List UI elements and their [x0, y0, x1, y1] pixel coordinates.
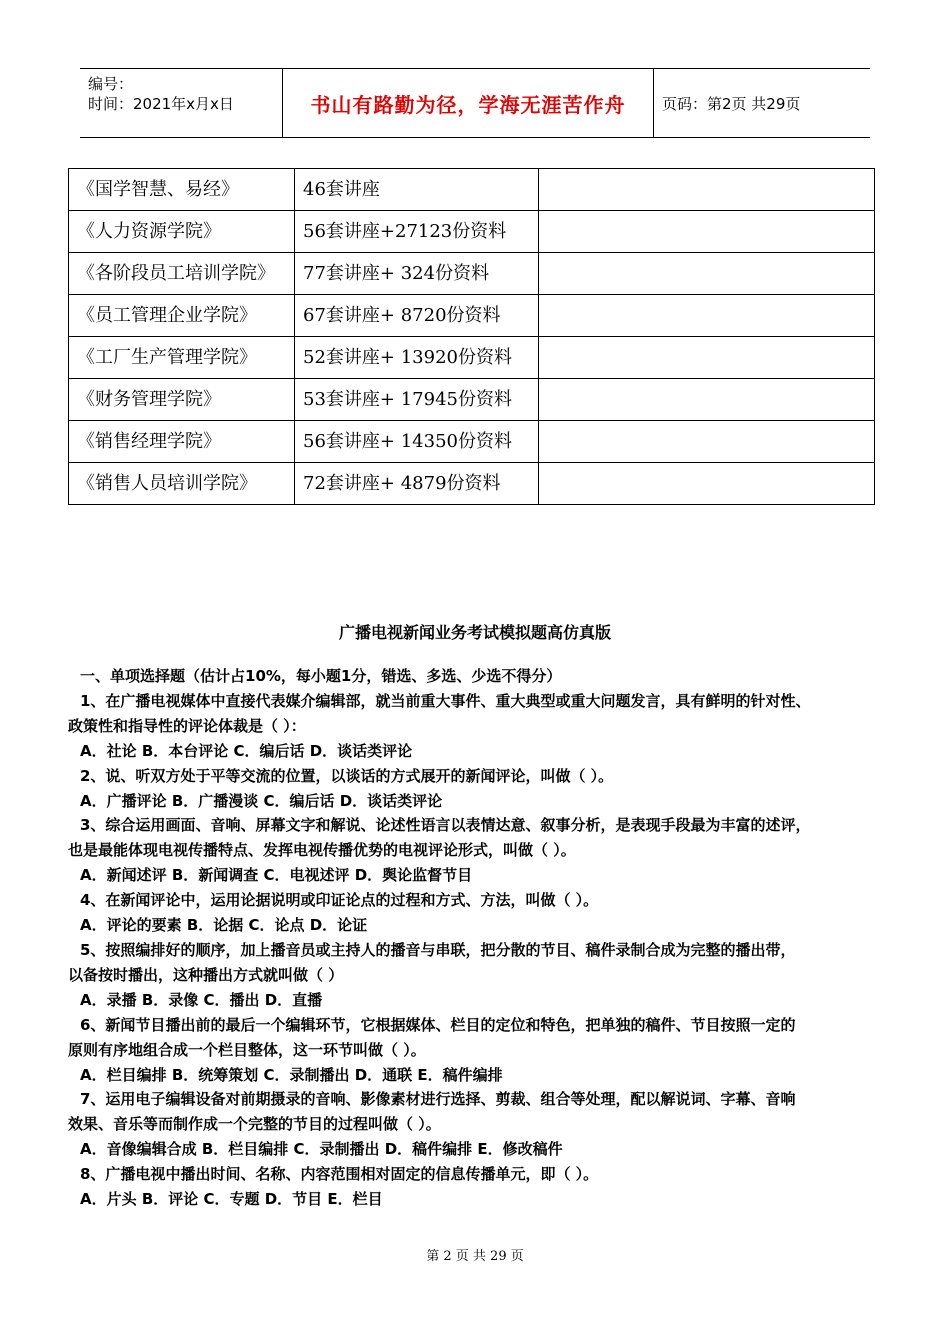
question-line: 5、按照编排好的顺序，加上播音员或主持人的播音与串联，把分散的节目、稿件录制合成为完整的播出带， — [80, 940, 796, 959]
table-cell-note — [539, 295, 875, 337]
options-line: A．栏目编排 B．统筹策划 C．录制播出 D．通联 E．稿件编排 — [80, 1065, 503, 1084]
options-line: A．新闻述评 B．新闻调查 C．电视述评 D．舆论监督节目 — [80, 866, 473, 885]
question-line: 2、说、听双方处于平等交流的位置，以谈话的方式展开的新闻评论，叫做（ ）。 — [80, 766, 614, 785]
table-cell-name: 《销售经理学院》 — [69, 421, 295, 463]
question-line: 3、综合运用画面、音响、屏幕文字和解说、论述性语言以表情达意、叙事分析，是表现手段最为丰富的述评， — [80, 816, 811, 835]
header-meta — [80, 69, 280, 137]
section-heading: 一、单项选择题（估计占10%，每小题1分，错选、多选、少选不得分） — [80, 667, 562, 685]
resource-table — [68, 168, 875, 505]
options-line: A．片头 B．评论 C．专题 D．节目 E．栏目 — [80, 1190, 383, 1209]
table-cell-name: 《销售人员培训学院》 — [69, 463, 295, 505]
page-header — [80, 68, 870, 138]
table-cell-content: 56套讲座+ 14350份资料 — [295, 421, 539, 463]
exam-body — [68, 664, 898, 1212]
table-cell-content: 56套讲座+27123份资料 — [295, 211, 539, 253]
table-row — [69, 253, 875, 295]
options-line: A．评论的要素 B．论据 C．论点 D．论证 — [80, 916, 368, 935]
options-line: A．录播 B．录像 C．播出 D．直播 — [80, 990, 323, 1009]
question-line: 原则有序地组合成一个栏目整体，这一环节叫做（ ）。 — [68, 1040, 426, 1059]
table-cell-name: 《国学智慧、易经》 — [69, 169, 295, 211]
table-cell-name: 《人力资源学院》 — [69, 211, 295, 253]
options-line: A．社论 B．本台评论 C．编后话 D．谈话类评论 — [80, 741, 413, 760]
header-motto: 书山有路勤为径，学海无涯苦作舟 — [310, 92, 626, 117]
table-cell-name: 《员工管理企业学院》 — [69, 295, 295, 337]
table-cell-name: 《财务管理学院》 — [69, 379, 295, 421]
table-cell-note — [539, 253, 875, 295]
question-line: 7、运用电子编辑设备对前期摄录的音响、影像素材进行选择、剪裁、组合等处理，配以解说词、字幕、音响 — [80, 1090, 796, 1109]
doc-code-label: 编号： — [88, 75, 134, 93]
question-line: 6、新闻节目播出前的最后一个编辑环节，它根据媒体、栏目的定位和特色，把单独的稿件、节目按照一定的 — [80, 1015, 796, 1034]
table-cell-note — [539, 169, 875, 211]
table-cell-note — [539, 211, 875, 253]
table-row — [69, 295, 875, 337]
options-line: A．音像编辑合成 B．栏目编排 C．录制播出 D．稿件编排 E．修改稿件 — [80, 1140, 563, 1159]
table-row — [69, 421, 875, 463]
table-cell-name: 《工厂生产管理学院》 — [69, 337, 295, 379]
table-cell-content: 72套讲座+ 4879份资料 — [295, 463, 539, 505]
options-line: A．广播评论 B．广播漫谈 C．编后话 D．谈话类评论 — [80, 791, 443, 810]
table-cell-content: 67套讲座+ 8720份资料 — [295, 295, 539, 337]
table-cell-note — [539, 337, 875, 379]
question-line: 政策性和指导性的评论体裁是（ ）： — [68, 716, 306, 735]
table-row — [69, 211, 875, 253]
doc-time-label: 时间：2021年x月x日 — [88, 95, 234, 113]
question-line: 8、广播电视中播出时间、名称、内容范围相对固定的信息传播单元，即（ ）。 — [80, 1165, 599, 1184]
question-line: 也是最能体现电视传播特点、发挥电视传播优势的电视评论形式，叫做（ ）。 — [68, 841, 576, 860]
header-page-cell — [654, 69, 870, 137]
header-motto-cell — [282, 69, 654, 137]
table-row — [69, 463, 875, 505]
question-line: 1、在广播电视媒体中直接代表媒介编辑部，就当前重大事件、重大典型或重大问题发言，具有鲜明的针对性、 — [80, 691, 811, 710]
table-cell-name: 《各阶段员工培训学院》 — [69, 253, 295, 295]
question-line: 4、在新闻评论中，运用论据说明或印证论点的过程和方式、方法，叫做（ ）。 — [80, 891, 599, 910]
exam-title: 广播电视新闻业务考试模拟题高仿真版 — [338, 623, 611, 642]
table-row — [69, 169, 875, 211]
page-footer: 第 2 页 共 29 页 — [426, 1249, 524, 1264]
table-cell-content: 53套讲座+ 17945份资料 — [295, 379, 539, 421]
table-row — [69, 337, 875, 379]
question-line: 以备按时播出，这种播出方式就叫做（ ） — [68, 965, 344, 984]
table-cell-note — [539, 421, 875, 463]
table-cell-content: 77套讲座+ 324份资料 — [295, 253, 539, 295]
header-page-info: 页码：第2页 共29页 — [662, 94, 801, 113]
table-row — [69, 379, 875, 421]
question-line: 效果、音乐等而制作成一个完整的节目的过程叫做（ ）。 — [68, 1115, 441, 1134]
table-cell-content: 46套讲座 — [295, 169, 539, 211]
table-cell-content: 52套讲座+ 13920份资料 — [295, 337, 539, 379]
table-cell-note — [539, 379, 875, 421]
table-cell-note — [539, 463, 875, 505]
